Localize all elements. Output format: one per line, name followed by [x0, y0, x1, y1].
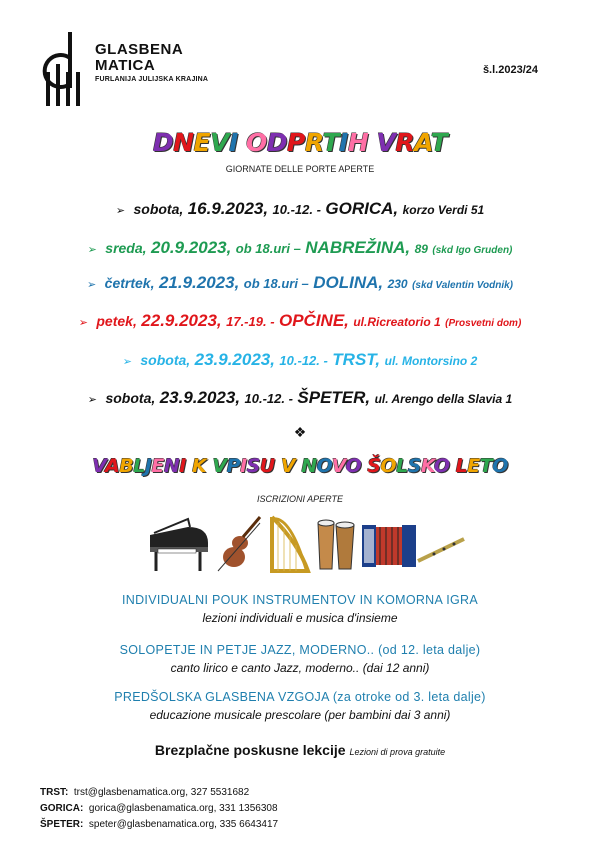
harp-icon — [272, 517, 308, 571]
event-day: sreda, — [105, 240, 147, 256]
event-extra: (skd Valentin Vodnik) — [412, 280, 513, 291]
event-day: četrtek, — [104, 275, 155, 291]
event-place: OPČINE, — [278, 311, 349, 330]
open-days-subtitle: GIORNATE DELLE PORTE APERTE — [225, 164, 375, 174]
event-address: ul.Ricreatorio 1 — [353, 315, 441, 329]
accordion-icon — [362, 525, 416, 567]
arrow-icon: ➢ — [122, 356, 132, 368]
enrollment-title: VABLJENI K VPISU V NOVO ŠOLSKO LETO — [92, 455, 508, 477]
event-address: korzo Verdi 51 — [402, 203, 485, 217]
event-time: 17.-19. - — [226, 314, 275, 329]
school-year: š.l.2023/24 — [482, 64, 538, 76]
arrow-icon: ➢ — [115, 205, 126, 217]
course-singing — [0, 643, 600, 675]
event-address: ul. Arengo della Slavia 1 — [374, 392, 513, 406]
event-row — [0, 388, 600, 408]
arrow-icon: ➢ — [78, 317, 88, 329]
event-date: 22.9.2023, — [141, 311, 222, 330]
event-row — [0, 199, 600, 219]
event-address: 230 — [387, 277, 408, 291]
flute-icon — [418, 539, 464, 561]
course-subtitle: educazione musicale prescolare (per bambini dai 3 anni) — [149, 708, 451, 722]
instruments-illustration — [148, 513, 466, 575]
violin-icon — [218, 517, 260, 571]
event-time: ob 18.uri – — [243, 276, 309, 291]
event-place: GORICA, — [325, 199, 399, 218]
trial-lessons — [0, 742, 600, 760]
event-row — [0, 238, 600, 258]
event-place: DOLINA, — [313, 273, 384, 292]
course-preschool — [0, 690, 600, 722]
event-time: 10.-12. - — [272, 202, 321, 217]
contact-gorica: GORICA: gorica@glasbenamatica.org, 331 1356308 — [40, 803, 278, 814]
event-date: 21.9.2023, — [158, 273, 240, 292]
event-date: 23.9.2023, — [159, 388, 241, 407]
open-days-title: DNEVI ODPRTIH VRAT — [152, 128, 448, 157]
contacts — [40, 785, 278, 833]
arrow-icon: ➢ — [87, 394, 98, 406]
event-place: TRST, — [332, 350, 381, 369]
event-time: 10.-12. - — [279, 353, 328, 368]
event-place: NABREŽINA, — [305, 238, 411, 257]
event-row — [0, 273, 600, 293]
course-subtitle: canto lirico e canto Jazz, moderno.. (dai 12 anni) — [170, 661, 430, 675]
event-date: 23.9.2023, — [194, 350, 275, 369]
event-extra: (skd Igo Gruden) — [432, 245, 513, 256]
contact-trst: TRST: trst@glasbenamatica.org, 327 5531682 — [40, 787, 250, 798]
event-day: sobota, — [105, 390, 156, 406]
event-address: ul. Montorsino 2 — [384, 354, 478, 368]
event-day: sobota, — [140, 352, 191, 368]
event-extra: (Prosvetni dom) — [445, 318, 522, 329]
org-line-2: MATICA — [95, 57, 156, 74]
event-date: 16.9.2023, — [187, 199, 269, 218]
trial-lessons-italian: Lezioni di prova gratuite — [349, 747, 446, 757]
org-line-1: GLASBENA — [95, 41, 184, 58]
course-subtitle: lezioni individuali e musica d'insieme — [202, 611, 398, 625]
course-title: INDIVIDUALNI POUK INSTRUMENTOV IN KOMORNA IGRA — [122, 593, 478, 607]
course-title: PREDŠOLSKA GLASBENA VZGOJA (za otroke od 3. leta dalje) — [114, 690, 486, 704]
event-place: ŠPETER, — [297, 388, 371, 407]
course-title: SOLOPETJE IN PETJE JAZZ, MODERNO.. (od 12. leta dalje) — [119, 643, 481, 657]
event-row — [0, 350, 600, 370]
drums-icon — [318, 520, 354, 569]
gm-logo-icon — [30, 28, 90, 108]
piano-icon — [150, 519, 208, 571]
course-instruments — [0, 593, 600, 625]
trial-lessons-slovene: Brezplačne poskusne lekcije — [154, 742, 346, 758]
org-line-3: FURLANIJA JULIJSKA KRAJINA — [95, 76, 209, 83]
event-row — [0, 311, 600, 331]
arrow-icon: ➢ — [87, 279, 97, 291]
organization-name — [95, 42, 208, 83]
event-date: 20.9.2023, — [150, 238, 232, 257]
event-time: 10.-12. - — [244, 391, 293, 406]
event-address: 89 — [414, 242, 428, 256]
event-time: ob 18.uri – — [235, 241, 301, 256]
arrow-icon: ➢ — [87, 244, 97, 256]
contact-speter: ŠPETER: speter@glasbenamatica.org, 335 6643417 — [40, 819, 279, 830]
enrollment-subtitle: ISCRIZIONI APERTE — [256, 494, 343, 504]
separator-icon: ❖ — [293, 424, 307, 440]
event-day: petek, — [96, 313, 137, 329]
event-day: sobota, — [133, 201, 184, 217]
